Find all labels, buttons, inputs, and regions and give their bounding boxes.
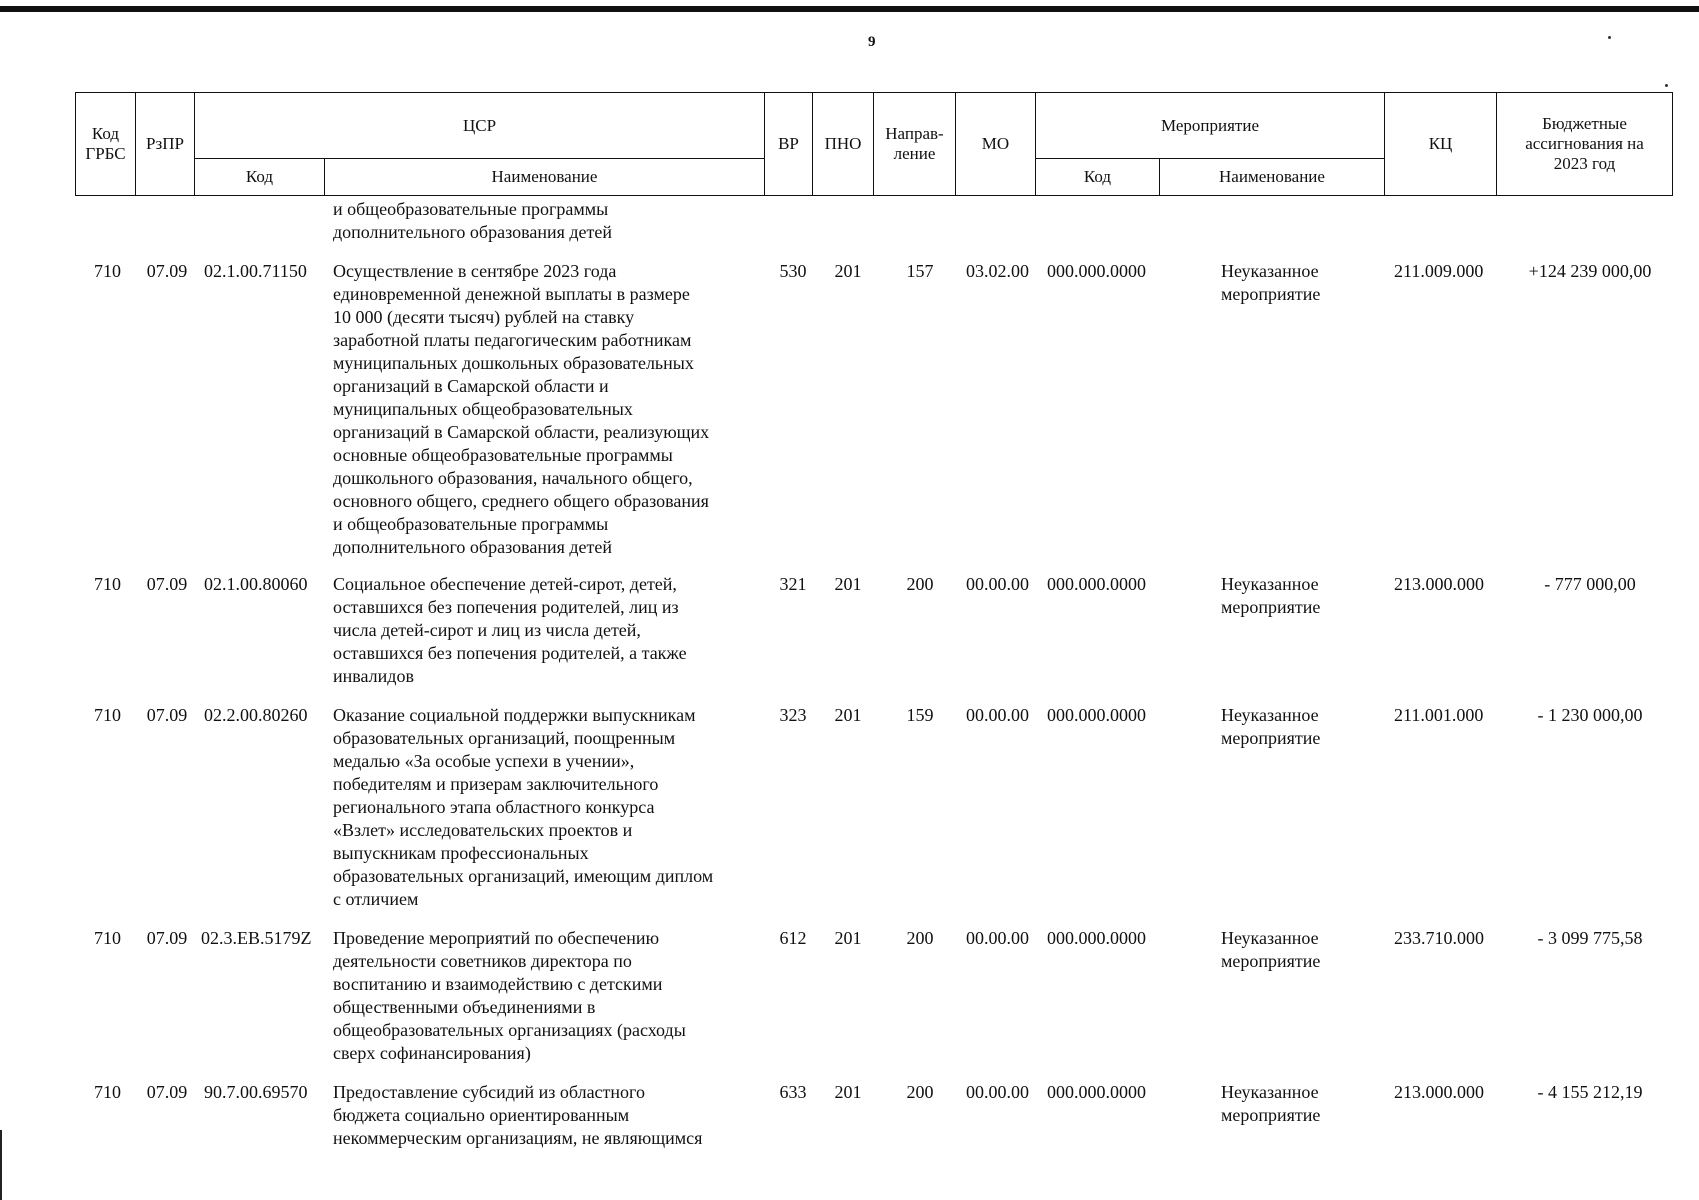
row-grbs: 710 xyxy=(94,705,121,725)
row-vr: 530 xyxy=(779,261,807,281)
row-csr-code: 02.3.ЕВ.5179Z xyxy=(201,928,312,948)
header-vr: ВР xyxy=(764,92,813,196)
row-csr-code: 02.2.00.80260 xyxy=(204,705,308,725)
row-vr: 321 xyxy=(779,574,807,594)
row-mo: 00.00.00 xyxy=(966,705,1029,725)
header-direction: Направ-ление xyxy=(873,92,956,196)
row-event-name: Неуказанное мероприятие xyxy=(1221,928,1321,971)
row-grbs: 710 xyxy=(94,261,121,281)
row-event-code: 000.000.0000 xyxy=(1047,928,1146,948)
header-csr-name: Наименование xyxy=(324,158,765,196)
row-direction: 157 xyxy=(906,261,934,281)
row-pno: 201 xyxy=(834,574,862,594)
row-rzpr: 07.09 xyxy=(146,574,188,594)
row-amount: - 4 155 212,19 xyxy=(1537,1082,1643,1102)
header-pno: ПНО xyxy=(812,92,874,196)
header-csr: ЦСР xyxy=(194,92,765,159)
row-direction: 200 xyxy=(906,928,934,948)
row-mo: 03.02.00 xyxy=(966,261,1029,281)
row-name: Социальное обеспечение детей-сирот, детей, оставшихся без попечения родителей, лиц из числа детей-сирот и лиц из числа детей, оставшихся без попечения родителей, а также инвалидов xyxy=(333,574,687,686)
row-vr: 323 xyxy=(779,705,807,725)
row-amount: +124 239 000,00 xyxy=(1528,261,1652,281)
row-name: Осуществление в сентябре 2023 года единовременной денежной выплаты в размере 10 000 (десяти тысяч) рублей на ставку заработной платы педагогическим работникам муниципальных дошкольных образовательных организаций в Самарской области и муниципальных общеобразовательных организаций в Самарской области, реализующих основные общеобразовательные программы дошкольного образования, начального общего, основного общего, среднего общего образования и общеобразовательные программы дополнительного образования детей xyxy=(333,261,710,557)
row-rzpr: 07.09 xyxy=(146,261,188,281)
row-event-code: 000.000.0000 xyxy=(1047,1082,1146,1102)
row-direction: 200 xyxy=(906,574,934,594)
row-pno: 201 xyxy=(834,928,862,948)
row-kc: 211.001.000 xyxy=(1394,705,1484,725)
row-event-code: 000.000.0000 xyxy=(1047,261,1146,281)
row-name: Проведение мероприятий по обеспечению деятельности советников директора по воспитанию и взаимодействию с детскими общественными объединениями в общеобразовательных организациях (расходы сверх софинансирования) xyxy=(333,928,686,1063)
row-event-code: 000.000.0000 xyxy=(1047,705,1146,725)
row-grbs: 710 xyxy=(94,1082,121,1102)
header-rzpr: РзПР xyxy=(135,92,195,196)
row-kc: 211.009.000 xyxy=(1394,261,1484,281)
header-grbs: Код ГРБС xyxy=(75,92,136,196)
scan-speck xyxy=(1608,36,1611,39)
top-border-rule xyxy=(0,6,1699,12)
scan-speck xyxy=(1665,84,1668,87)
row-csr-code: 02.1.00.80060 xyxy=(204,574,308,594)
row-csr-code: 90.7.00.69570 xyxy=(204,1082,308,1102)
row-grbs: 710 xyxy=(94,928,121,948)
row-amount: - 777 000,00 xyxy=(1544,574,1636,594)
header-kc: КЦ xyxy=(1384,92,1497,196)
row-rzpr: 07.09 xyxy=(146,1082,188,1102)
row-kc: 213.000.000 xyxy=(1394,1082,1484,1102)
page-edge-shadow xyxy=(0,1130,2,1200)
row-csr-code: 02.1.00.71150 xyxy=(204,261,307,281)
row-name: Оказание социальной поддержки выпускникам образовательных организаций, поощренным медалью «За особые успехи в учении», победителям и призерам заключительного регионального этапа областного конкурса «Взлет» исследовательских проектов и выпускникам профессиональных образовательных организаций, имеющим диплом с отличием xyxy=(333,705,714,909)
row-mo: 00.00.00 xyxy=(966,574,1029,594)
row-pno: 201 xyxy=(834,1082,862,1102)
row-direction: 200 xyxy=(906,1082,934,1102)
row-pno: 201 xyxy=(834,705,862,725)
row-event-name: Неуказанное мероприятие xyxy=(1221,261,1321,304)
header-mo: МО xyxy=(955,92,1036,196)
row-direction: 159 xyxy=(906,705,934,725)
header-budget: Бюджетные ассигнования на 2023 год xyxy=(1496,92,1673,196)
header-event-code: Код xyxy=(1035,158,1160,196)
row-vr: 612 xyxy=(779,928,807,948)
header-event-name: Наименование xyxy=(1159,158,1385,196)
header-csr-code: Код xyxy=(194,158,325,196)
header-event: Мероприятие xyxy=(1035,92,1385,159)
row-event-code: 000.000.0000 xyxy=(1047,574,1146,594)
row-name: и общеобразовательные программы дополнительного образования детей xyxy=(333,199,612,242)
row-kc: 233.710.000 xyxy=(1394,928,1484,948)
row-name: Предоставление субсидий из областного бюджета социально ориентированным некоммерческим организациям, не являющимся xyxy=(333,1082,703,1148)
row-vr: 633 xyxy=(779,1082,807,1102)
row-pno: 201 xyxy=(834,261,862,281)
row-grbs: 710 xyxy=(94,574,121,594)
row-rzpr: 07.09 xyxy=(146,928,188,948)
row-event-name: Неуказанное мероприятие xyxy=(1221,1082,1321,1125)
row-amount: - 3 099 775,58 xyxy=(1537,928,1643,948)
row-amount: - 1 230 000,00 xyxy=(1537,705,1643,725)
row-event-name: Неуказанное мероприятие xyxy=(1221,574,1321,617)
row-rzpr: 07.09 xyxy=(146,705,188,725)
row-event-name: Неуказанное мероприятие xyxy=(1221,705,1321,748)
row-mo: 00.00.00 xyxy=(966,928,1029,948)
row-mo: 00.00.00 xyxy=(966,1082,1029,1102)
page-number: 9 xyxy=(868,34,876,50)
row-kc: 213.000.000 xyxy=(1394,574,1484,594)
